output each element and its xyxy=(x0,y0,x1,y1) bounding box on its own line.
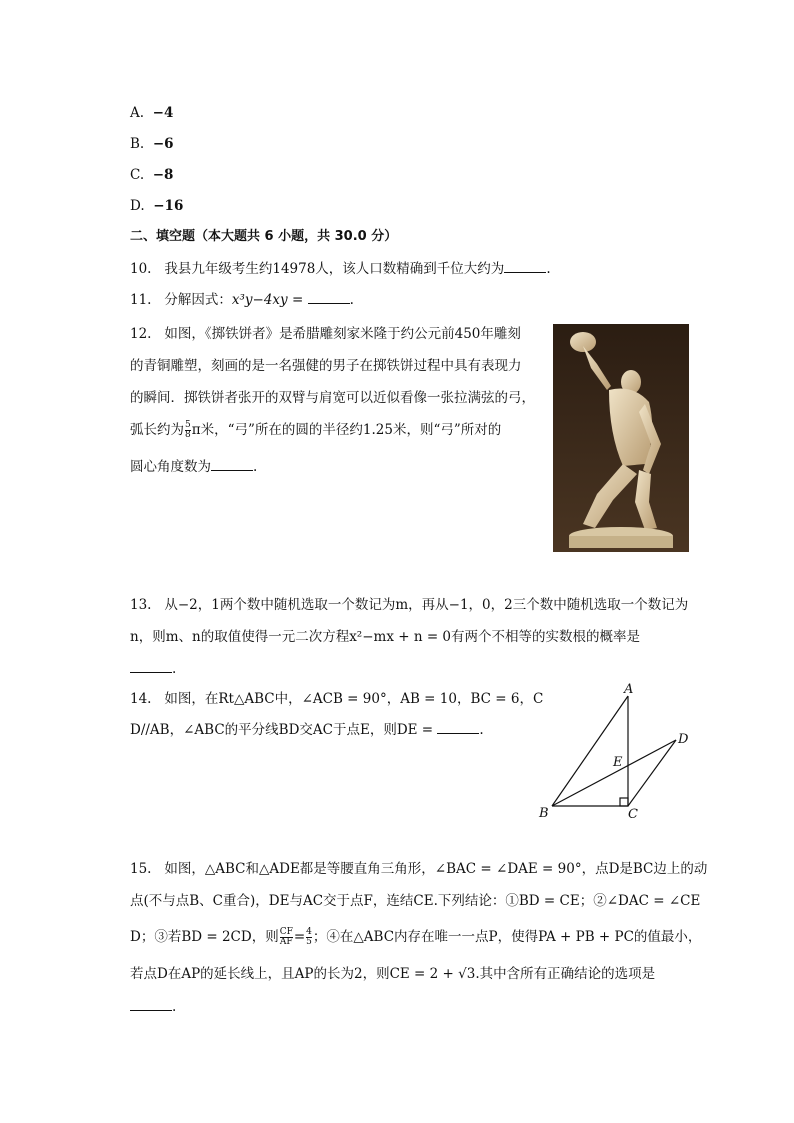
fraction xyxy=(185,421,191,440)
answer-blank[interactable] xyxy=(130,660,172,673)
fraction-denominator: 5 xyxy=(306,937,312,947)
equals-sign: = xyxy=(293,929,306,945)
period: . xyxy=(349,292,354,308)
fraction-numerator: 4 xyxy=(306,927,312,937)
question-12-line-2: 的青铜雕塑，刻画的是一名强健的男子在掷铁饼过程中具有表现力 xyxy=(130,358,522,374)
question-text: 如图，△ABC和△ADE都是等腰直角三角形，∠BAC = ∠DAE = 90°，点D是BC边上的动 xyxy=(164,861,708,877)
question-number: 10. xyxy=(130,261,152,277)
label-b: B xyxy=(539,806,549,820)
option-letter: C. xyxy=(130,167,145,183)
question-13-line-2: n，则m、n的取值使得一元二次方程x²−mx + n = 0有两个不相等的实数根的概率是 xyxy=(130,629,641,645)
answer-blank[interactable] xyxy=(211,458,253,471)
section-heading: 二、填空题（本大题共 6 小题，共 30.0 分） xyxy=(130,229,398,244)
fraction-numerator: CF xyxy=(279,927,293,937)
question-text: D//AB，∠ABC的平分线BD交AC于点E，则DE = xyxy=(130,722,434,738)
segment-ab xyxy=(552,696,628,806)
question-text: 分解因式： xyxy=(164,292,232,308)
question-15-line-1 xyxy=(130,860,707,878)
question-15-line-2: 点(不与点B、C重合)，DE与AC交于点F，连结CE.下列结论：①BD = CE；②∠DAC = ∠CE xyxy=(130,893,701,909)
math-expression: x³y−4xy = xyxy=(231,292,304,308)
option-b xyxy=(130,135,174,153)
question-11 xyxy=(130,291,354,309)
question-text: 从−2，1两个数中随机选取一个数记为m，再从−1，0，2三个数中随机选取一个数记为 xyxy=(164,597,689,613)
segment-cd xyxy=(628,740,676,806)
label-d: D xyxy=(678,732,689,747)
question-text: 弧长约为 xyxy=(130,422,184,438)
label-e: E xyxy=(613,755,623,770)
label-a: A xyxy=(624,682,634,697)
question-14-line-1 xyxy=(130,690,543,708)
question-text: D；③若BD = 2CD，则 xyxy=(130,929,279,945)
question-number: 14. xyxy=(130,691,152,707)
question-15-line-3 xyxy=(130,928,701,947)
question-13-line-3 xyxy=(130,660,176,678)
question-text: 如图，在Rt△ABC中，∠ACB = 90°，AB = 10，BC = 6，C xyxy=(164,691,544,707)
question-15-line-4: 若点D在AP的延长线上，且AP的长为2，则CE = 2 + √3.其中含所有正确结论的选项是 xyxy=(130,966,656,982)
fraction xyxy=(306,928,312,947)
question-text: π米，“弓”所在的圆的半径约1.25米，则“弓”所对的 xyxy=(191,422,502,438)
option-value: −6 xyxy=(152,136,174,152)
fraction-denominator: 8 xyxy=(185,430,191,440)
question-text: 圆心角度数为 xyxy=(130,459,211,475)
fraction xyxy=(280,928,293,947)
answer-blank[interactable] xyxy=(130,998,172,1011)
question-number: 12. xyxy=(130,326,152,342)
segment-bd xyxy=(552,740,676,806)
fraction-numerator: 5 xyxy=(185,420,191,430)
period: . xyxy=(172,999,177,1015)
option-letter: B. xyxy=(130,136,145,152)
answer-blank[interactable] xyxy=(308,291,350,304)
answer-blank[interactable] xyxy=(504,260,546,273)
question-text: ；④在△ABC内存在唯一一点P，使得PA + PB + PC的值最小， xyxy=(312,929,702,945)
option-value: −8 xyxy=(152,167,174,183)
period: . xyxy=(253,459,258,475)
question-text: 如图，《掷铁饼者》是希腊雕刻家米隆于约公元前450年雕刻 xyxy=(164,326,521,342)
answer-blank[interactable] xyxy=(437,721,479,734)
option-value: −4 xyxy=(152,105,174,121)
period: . xyxy=(546,261,551,277)
question-12-line-4 xyxy=(130,421,501,440)
question-13-line-1 xyxy=(130,596,688,614)
question-10 xyxy=(130,260,551,278)
label-c: C xyxy=(628,807,638,820)
question-12-line-1 xyxy=(130,325,521,343)
period: . xyxy=(479,722,484,738)
option-c xyxy=(130,166,173,184)
question-14-line-2 xyxy=(130,721,484,739)
option-d xyxy=(130,197,183,215)
question-number: 15. xyxy=(130,861,152,877)
option-letter: A. xyxy=(130,105,145,121)
fraction-denominator: AF xyxy=(279,937,293,947)
option-value: −16 xyxy=(153,198,184,214)
option-a xyxy=(130,104,173,122)
question-number: 11. xyxy=(130,292,152,308)
question-12-line-5 xyxy=(130,458,257,476)
statue-illustration xyxy=(553,324,689,552)
triangle-diagram xyxy=(528,680,708,820)
period: . xyxy=(172,661,177,677)
right-angle-mark xyxy=(620,798,628,806)
question-text: 我县九年级考生约14978人，该人口数精确到千位大约为 xyxy=(164,261,505,277)
question-12-line-3: 的瞬间．掷铁饼者张开的双臂与肩宽可以近似看像一张拉满弦的弓， xyxy=(130,390,535,406)
option-letter: D. xyxy=(130,198,145,214)
discobolus-statue-image xyxy=(553,324,689,552)
question-15-line-5 xyxy=(130,998,176,1016)
question-number: 13. xyxy=(130,597,152,613)
